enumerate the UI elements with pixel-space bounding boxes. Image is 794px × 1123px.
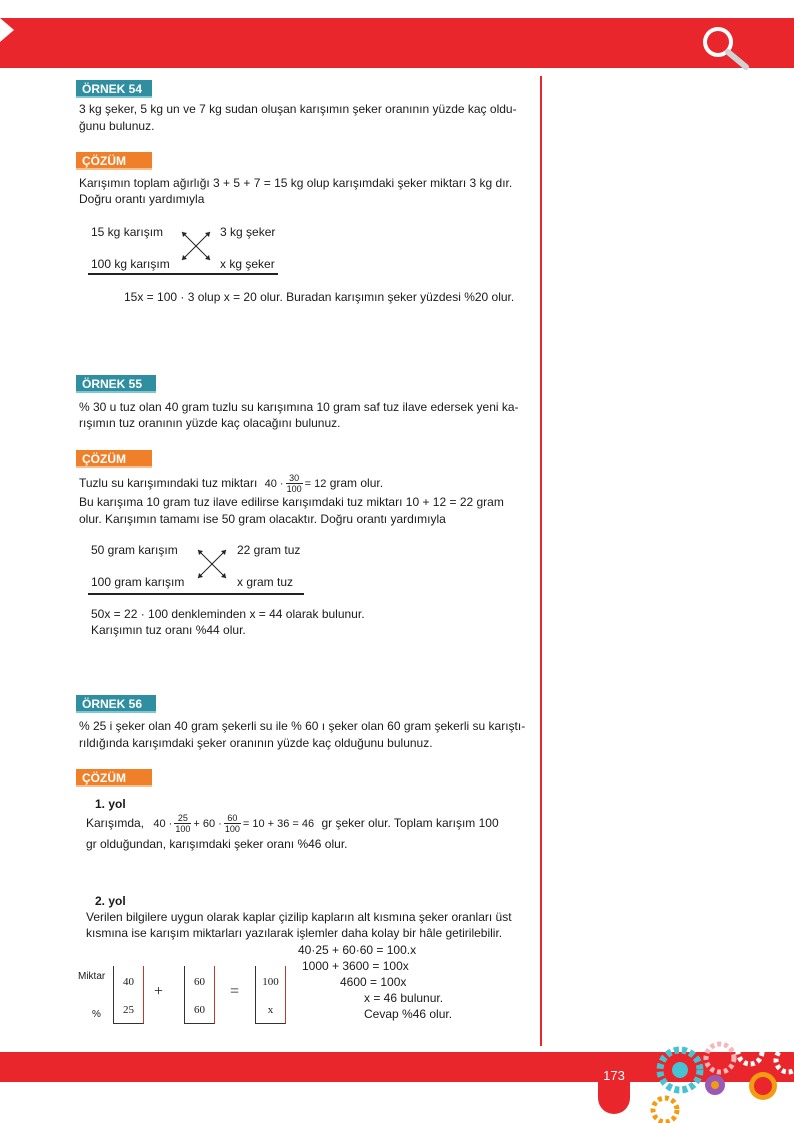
example-54-result: 15x = 100 · 3 olup x = 20 olur. Buradan karışımın şeker yüzdesi %20 olur. (124, 290, 515, 304)
page-number: 173 (603, 1068, 625, 1083)
example-56-equation-4: x = 46 bulunur. (364, 991, 444, 1005)
example-55-question-line1: % 30 u tuz olan 40 gram tuzlu su karışımına 10 gram saf tuz ilave edersek yeni ka- (79, 400, 519, 414)
example-54-solution-tag: ÇÖZÜM (76, 152, 152, 170)
example-54-solution-line1: Karışımın toplam ağırlığı 3 + 5 + 7 = 15 kg olup karışımdaki şeker miktarı 3 kg dır. (79, 176, 513, 190)
container-equals-sign: = (230, 983, 240, 1000)
example-56-way1-label: Karışımda, (86, 816, 145, 830)
container-2-percent: 60 (194, 1004, 205, 1016)
example-55-proportion-rule (88, 593, 304, 595)
container-plus-sign: + (154, 983, 164, 1000)
example-54-proportion-top-left: 15 kg karışım (91, 225, 164, 239)
container-1 (113, 966, 144, 1024)
example-56-tag: ÖRNEK 56 (76, 695, 156, 713)
example-55-result-line2: Karışımın tuz oranı %44 olur. (91, 623, 246, 637)
example-56-equation-3: 4600 = 100x (340, 975, 407, 989)
example-55-tag: ÖRNEK 55 (76, 375, 156, 393)
container-2-amount: 60 (194, 976, 205, 988)
example-56-way1-line2: gr olduğundan, karışımdaki şeker oranı %46 olur. (86, 837, 348, 851)
example-54-question-line1: 3 kg şeker, 5 kg un ve 7 kg sudan oluşan karışımın şeker oranının yüzde kaç oldu- (79, 102, 517, 116)
example-55-proportion-bottom-right: x gram tuz (237, 575, 294, 589)
example-56-fraction-1-numerator: 25 (174, 813, 191, 824)
example-55-solution-line2: Bu karışıma 10 gram tuz ilave edilirse karışımdaki tuz miktarı 10 + 12 = 22 gram (79, 495, 504, 509)
example-55-proportion-top-left: 50 gram karışım (91, 543, 178, 557)
example-55-solution-tag: ÇÖZÜM (76, 450, 152, 468)
example-56-solution-tag: ÇÖZÜM (76, 769, 152, 787)
example-55-fraction-numerator: 30 (286, 473, 303, 484)
example-56-way2-line1: Verilen bilgilere uygun olarak kaplar çizilip kapların alt kısmına şeker oranları üst (86, 910, 512, 924)
example-56-math-a: 40 · (153, 818, 173, 830)
example-56-fraction-1-denominator: 100 (175, 824, 191, 835)
column-divider (540, 76, 542, 1046)
example-55-math-prefix: 40 · (264, 478, 284, 490)
example-56-fraction-2 (224, 813, 241, 834)
container-row-label-amount: Miktar (78, 971, 106, 982)
example-55-fraction (286, 473, 303, 494)
example-56-equation-2: 1000 + 3600 = 100x (302, 959, 409, 973)
page-number-tab (598, 1052, 630, 1114)
container-3 (255, 966, 286, 1024)
example-56-question-line2: rıldığında karışımdaki şeker oranının yüzde kaç olduğunu bulunuz. (79, 736, 433, 750)
example-55-solution-line1 (79, 472, 383, 495)
example-56-way2-line2: kısmına ise karışım miktarları yazılarak işlemler daha kolay bir hâle getirilebilir. (86, 926, 503, 940)
example-55-solution-text-b: gram olur. (329, 476, 384, 490)
gears-decoration (640, 1040, 794, 1123)
example-56-way1-tail: gr şeker olur. Toplam karışım 100 (321, 816, 499, 830)
example-55-proportion-top-right: 22 gram tuz (237, 543, 301, 557)
container-3-percent: x (267, 1004, 274, 1016)
example-55-proportion-bottom-left: 100 gram karışım (91, 575, 185, 589)
example-54-question-line2: ğunu bulunuz. (79, 119, 155, 133)
example-55-fraction-denominator: 100 (286, 484, 302, 495)
example-55-solution-text-a: Tuzlu su karışımındaki tuz miktarı (79, 476, 258, 490)
container-row-label-percent: % (92, 1009, 101, 1020)
example-56-math-c: = 10 + 36 = 46 (242, 818, 315, 830)
example-56-fraction-2-numerator: 60 (224, 813, 241, 824)
example-54-solution-line2: Doğru orantı yardımıyla (79, 192, 205, 206)
example-55-cross-multiply-arrows (194, 546, 230, 582)
example-56-question-line1: % 25 i şeker olan 40 gram şekerli su ile % 60 ı şeker olan 60 gram şekerli su karıştı- (79, 719, 526, 733)
example-56-equation-5: Cevap %46 olur. (364, 1007, 453, 1021)
header-bar (0, 18, 794, 68)
example-54-proportion-rule (88, 273, 278, 275)
example-54-tag: ÖRNEK 54 (76, 80, 152, 98)
example-54-proportion-bottom-right: x kg şeker (220, 257, 275, 271)
example-56-way1-heading: 1. yol (95, 797, 126, 811)
example-55-result-line1: 50x = 22 · 100 denkleminden x = 44 olarak bulunur. (91, 607, 365, 621)
example-54-cross-multiply-arrows (178, 228, 214, 264)
container-1-amount: 40 (123, 976, 134, 988)
example-56-equation-1: 40·25 + 60·60 = 100.x (298, 943, 417, 957)
example-56-math-b: + 60 · (193, 818, 222, 830)
example-56-fraction-1 (174, 813, 191, 834)
example-56-way1-line1 (86, 812, 499, 835)
container-3-amount: 100 (262, 976, 279, 988)
example-55-question-line2: rışımın tuz oranının yüzde kaç olacağını bulunuz. (79, 416, 341, 430)
container-2 (184, 966, 215, 1024)
example-55-solution-line3: olur. Karışımın tamamı ise 50 gram olacaktır. Doğru orantı yardımıyla (79, 512, 446, 526)
example-56-way2-heading: 2. yol (95, 894, 126, 908)
magnifier-icon (700, 24, 752, 70)
header-notch (0, 18, 14, 42)
example-54-proportion-bottom-left: 100 kg karışım (91, 257, 170, 271)
example-54-proportion-top-right: 3 kg şeker (220, 225, 276, 239)
example-55-math-suffix: = 12 (304, 478, 327, 490)
example-56-fraction-2-denominator: 100 (224, 824, 240, 835)
container-1-percent: 25 (123, 1004, 134, 1016)
